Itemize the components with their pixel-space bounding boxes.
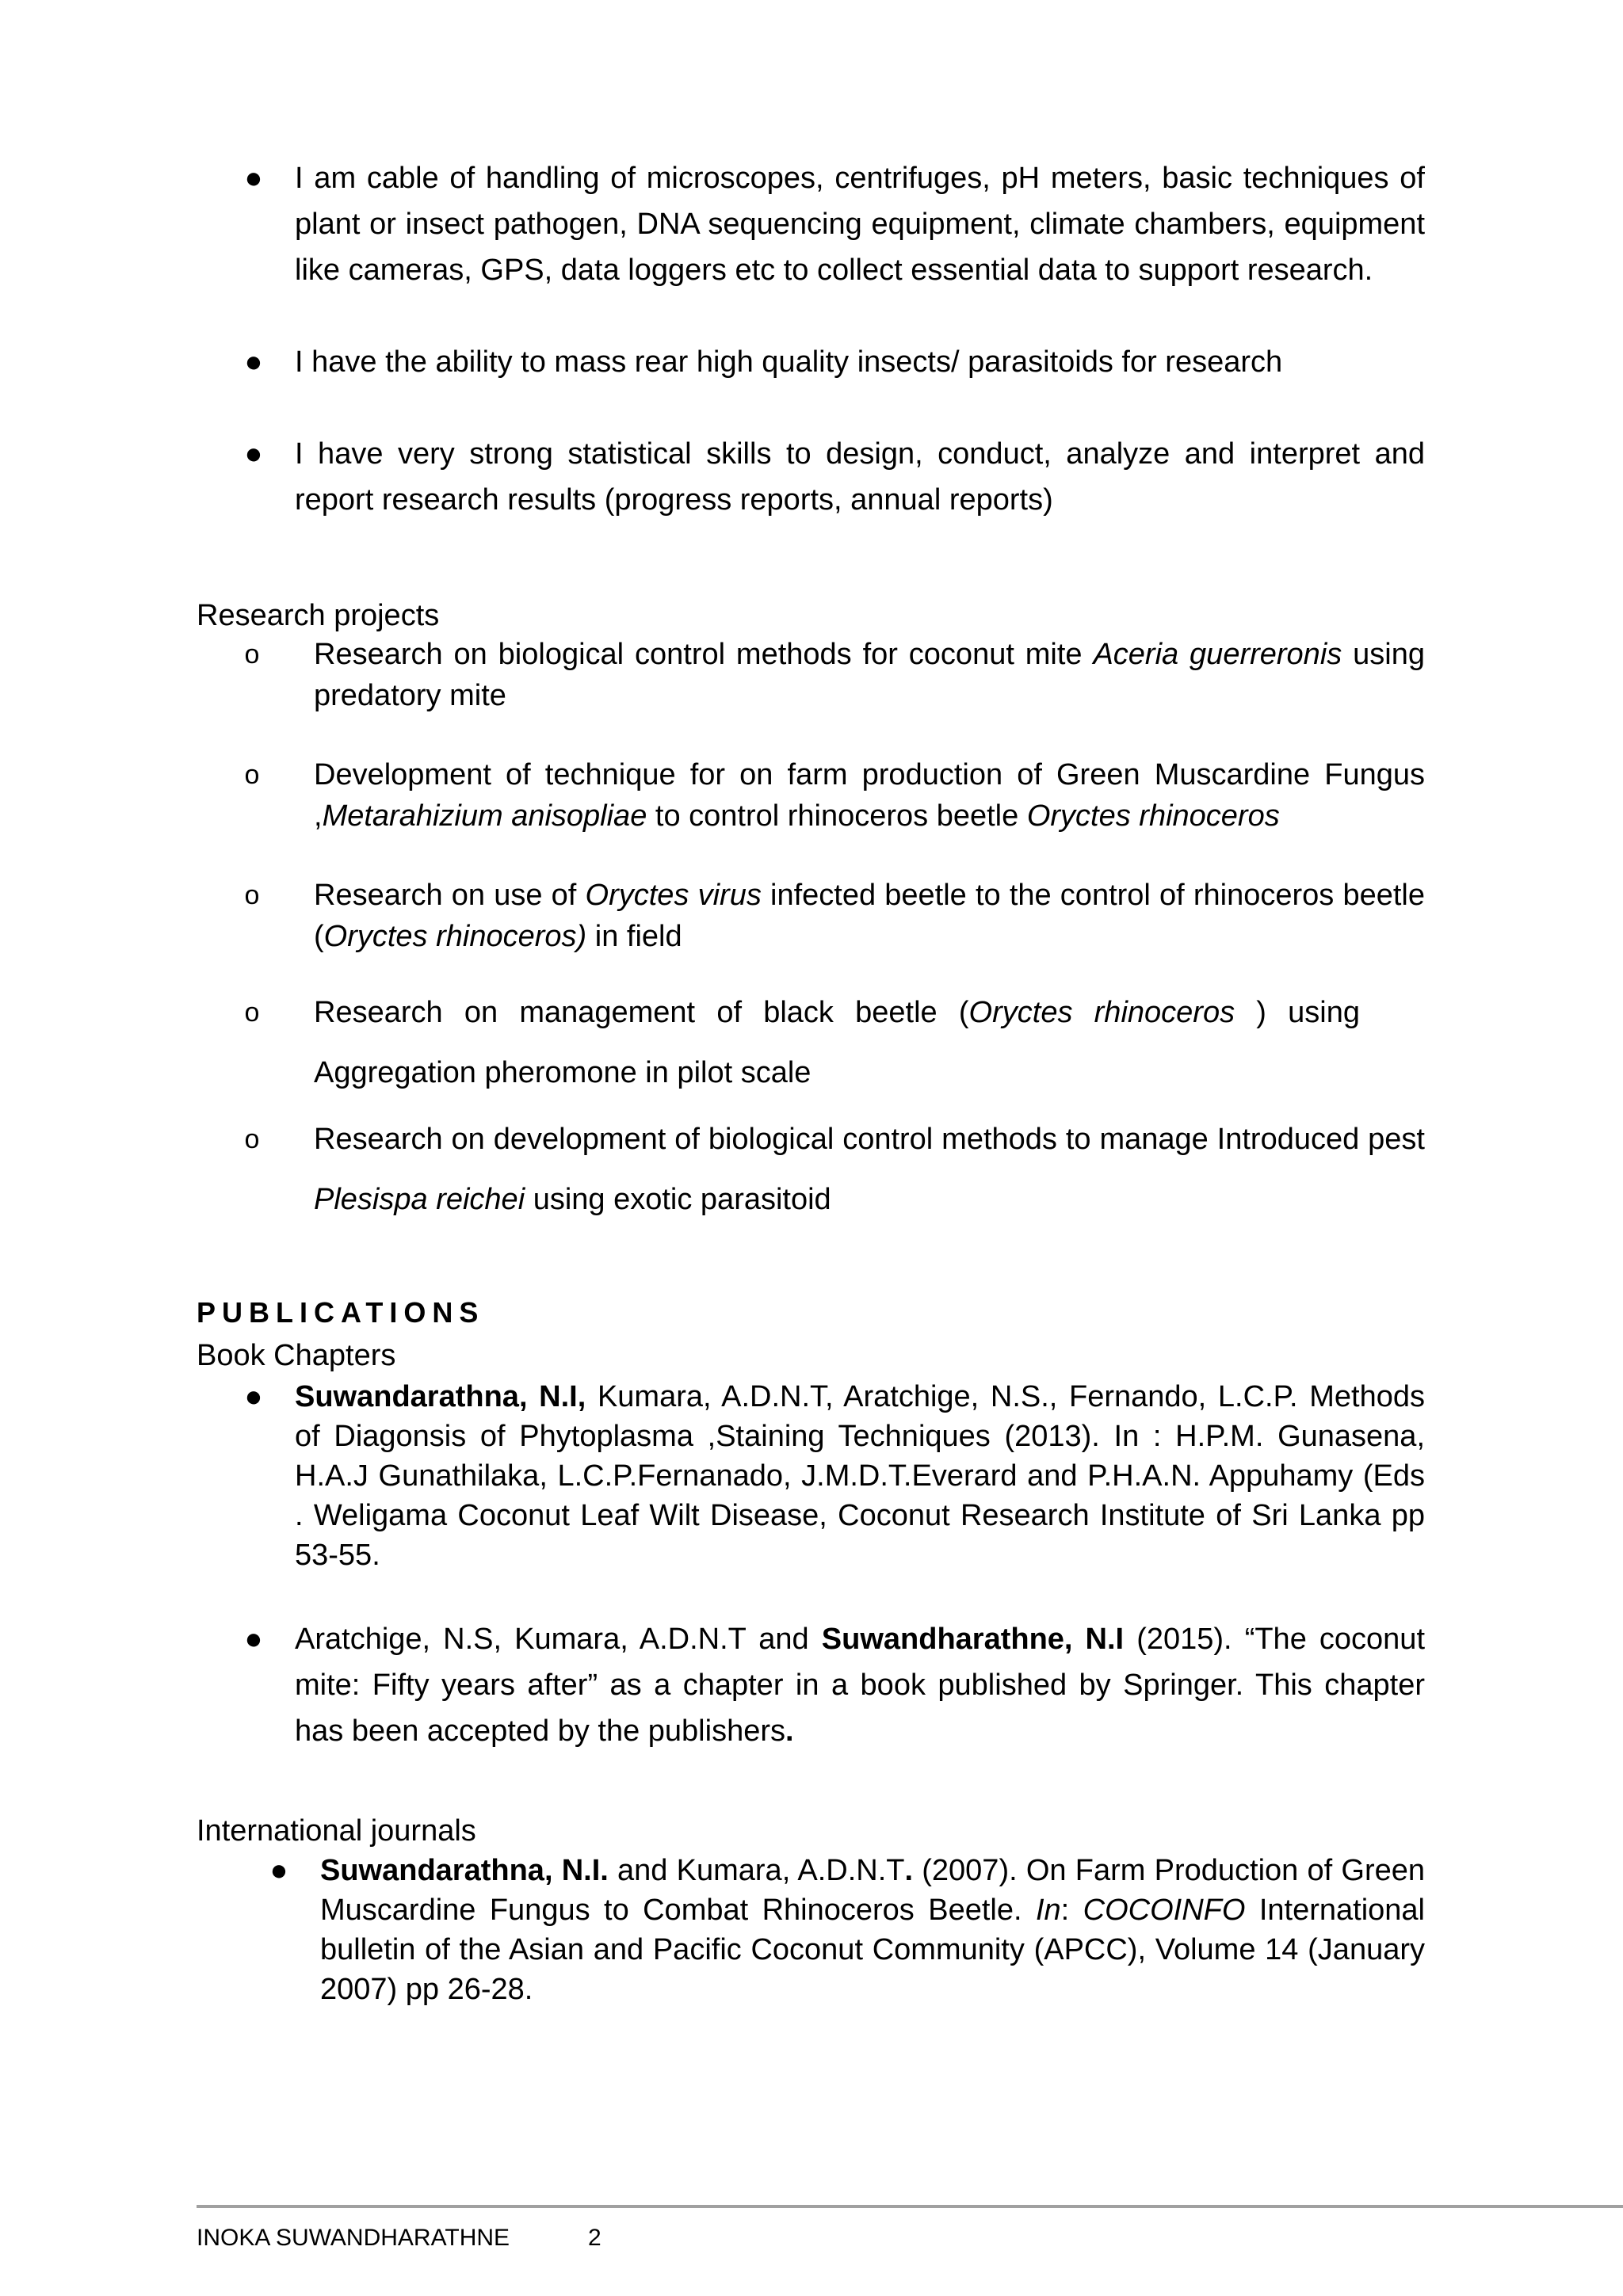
book-chapters-heading: Book Chapters bbox=[197, 1339, 396, 1372]
publications-heading: PUBLICATIONS bbox=[197, 1296, 485, 1329]
list-item: ● I have very strong statistical skills to design, conduct, analyze and interpret and report research results (progress reports, annual reports) bbox=[238, 431, 1425, 523]
circle-bullet-icon: o bbox=[244, 880, 260, 910]
list-item: ● I have the ability to mass rear high quality insects/ parasitoids for research bbox=[238, 339, 1425, 385]
footer-page-number: 2 bbox=[588, 2225, 601, 2251]
bullet-icon: ● bbox=[244, 437, 263, 471]
bullet-icon: ● bbox=[244, 1623, 263, 1656]
bullet-icon: ● bbox=[244, 162, 263, 195]
list-item: ● Aratchige, N.S, Kumara, A.D.N.T and Suwandharathne, N.I (2015). “The coconut mite: Fifty years after” as a chapter in a book published by Springer. This chapter has been accepted by the publishers. bbox=[238, 1616, 1425, 1754]
international-journals-heading: International journals bbox=[197, 1814, 476, 1848]
circle-bullet-icon: o bbox=[244, 1124, 260, 1154]
footer-author-name: INOKA SUWANDHARATHNE bbox=[197, 2225, 510, 2251]
bullet-icon: ● bbox=[269, 1854, 288, 1887]
list-item: o Research on management of black beetle (Oryctes rhinoceros ) using Aggregation pheromone in pilot scale bbox=[228, 982, 1360, 1103]
circle-bullet-icon: o bbox=[244, 639, 260, 669]
list-item: o Development of technique for on farm production of Green Muscardine Fungus ,Metarahizium anisopliae to control rhinoceros beetle Oryctes rhinoceros bbox=[228, 754, 1425, 837]
bullet-icon: ● bbox=[244, 1380, 263, 1413]
book-chapters-list bbox=[238, 1377, 1425, 1754]
list-item: ● I am cable of handling of microscopes, centrifuges, pH meters, basic techniques of plant or insect pathogen, DNA sequencing equipment, climate chambers, equipment like cameras, GPS, data loggers etc to collect essential data to support research. bbox=[238, 155, 1425, 293]
list-item: o Research on biological control methods for coconut mite Aceria guerreronis using predatory mite bbox=[228, 634, 1425, 716]
list-item: ● Suwandarathna, N.I, Kumara, A.D.N.T, Aratchige, N.S., Fernando, L.C.P. Methods of Diagonsis of Phytoplasma ,Staining Techniques (2013). In : H.P.M. Gunasena, H.A.J Gunathilaka, L.C.P.Fernanado, J.M.D.T.Everard and P.H.A.N. Appuhamy (Eds . Weligama Coconut Leaf Wilt Disease, Coconut Research Institute of Sri Lanka pp 53-55. bbox=[238, 1377, 1425, 1575]
research-projects-list bbox=[228, 634, 1425, 1230]
skills-list bbox=[238, 155, 1425, 523]
list-item: ● Suwandarathna, N.I. and Kumara, A.D.N.T. (2007). On Farm Production of Green Muscardine Fungus to Combat Rhinoceros Beetle. In: COCOINFO International bulletin of the Asian and Pacific Coconut Community (APCC), Volume 14 (January 2007) pp 26-28. bbox=[263, 1851, 1425, 2009]
list-item: o Research on development of biological control methods to manage Introduced pest Plesispa reichei using exotic parasitoid bbox=[228, 1109, 1425, 1230]
circle-bullet-icon: o bbox=[244, 997, 260, 1028]
bullet-icon: ● bbox=[244, 345, 263, 379]
circle-bullet-icon: o bbox=[244, 760, 260, 790]
list-item: o Research on use of Oryctes virus infected beetle to the control of rhinoceros beetle (Oryctes rhinoceros) in field bbox=[228, 875, 1425, 957]
international-journals-list bbox=[263, 1851, 1425, 2009]
research-projects-heading: Research projects bbox=[197, 599, 440, 632]
footer-divider bbox=[197, 2205, 1623, 2208]
